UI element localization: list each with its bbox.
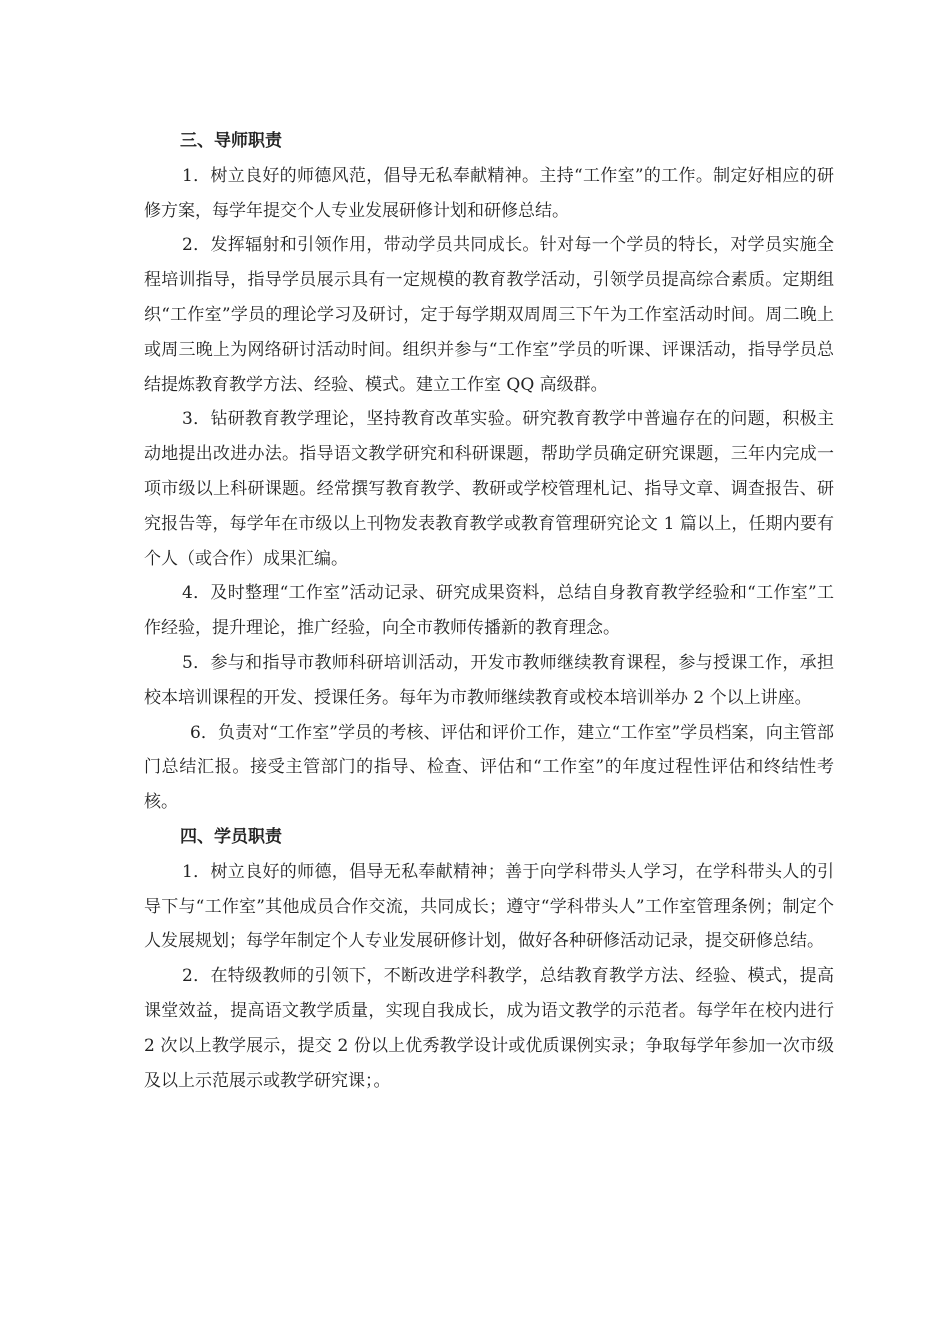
student-duty-item-1: 1．树立良好的师德，倡导无私奉献精神；善于向学科带头人学习，在学科带头人的引导下与“工作室”其他成员合作交流，共同成长；遵守“学科带头人”工作室管理条例；制定个人发展规划；每学年制定个人专业发展研修计划，做好各种研修活动记录，提交研修总结。 [144,861,834,952]
mentor-duty-item-1: 1．树立良好的师德风范，倡导无私奉献精神。主持“工作室”的工作。制定好相应的研修方案，每学年提交个人专业发展研修计划和研修总结。 [144,165,834,221]
mentor-duty-item-3: 3．钻研教育教学理论，坚持教育改革实验。研究教育教学中普遍存在的问题，积极主动地提出改进办法。指导语文教学研究和科研课题，帮助学员确定研究课题，三年内完成一项市级以上科研课题。经常撰写教育教学、教研或学校管理札记、指导文章、调查报告、研究报告等，每学年在市级以上刊物发表教育教学或教育管理研究论文 1 篇以上，任期内要有个人（或合作）成果汇编。 [144,409,834,569]
mentor-duty-item-6: 6．负责对“工作室”学员的考核、评估和评价工作，建立“工作室”学员档案，向主管部门总结汇报。接受主管部门的指导、检查、评估和“工作室”的年度过程性评估和终结性考核。 [144,722,834,813]
section-heading-mentor-duties: 三、导师职责 [180,131,282,151]
student-duty-item-2: 2．在特级教师的引领下，不断改进学科教学，总结教育教学方法、经验、模式，提高课堂效益，提高语文教学质量，实现自我成长，成为语文教学的示范者。每学年在校内进行 2 次以上教学展示，提交 2 份以上优秀教学设计或优质课例实录；争取每学年参加一次市级及以上示范展示或教学研究课；。 [144,966,834,1091]
mentor-duty-item-5: 5．参与和指导市教师科研培训活动，开发市教师继续教育课程，参与授课工作，承担校本培训课程的开发、授课任务。每年为市教师继续教育或校本培训举办 2 个以上讲座。 [144,652,834,708]
section-heading-student-duties: 四、学员职责 [180,826,282,847]
mentor-duty-item-2: 2．发挥辐射和引领作用，带动学员共同成长。针对每一个学员的特长，对学员实施全程培训指导，指导学员展示具有一定规模的教育教学活动，引领学员提高综合素质。定期组织“工作室”学员的理论学习及研讨，定于每学期双周周三下午为工作室活动时间。周二晚上或周三晚上为网络研讨活动时间。组织并参与“工作室”学员的听课、评课活动，指导学员总结提炼教育教学方法、经验、模式。建立工作室 QQ 高级群。 [144,235,834,395]
mentor-duty-item-4: 4．及时整理“工作室”活动记录、研究成果资料，总结自身教育教学经验和“工作室”工作经验，提升理论，推广经验，向全市教师传播新的教育理念。 [144,583,834,639]
document-page [144,124,834,1098]
